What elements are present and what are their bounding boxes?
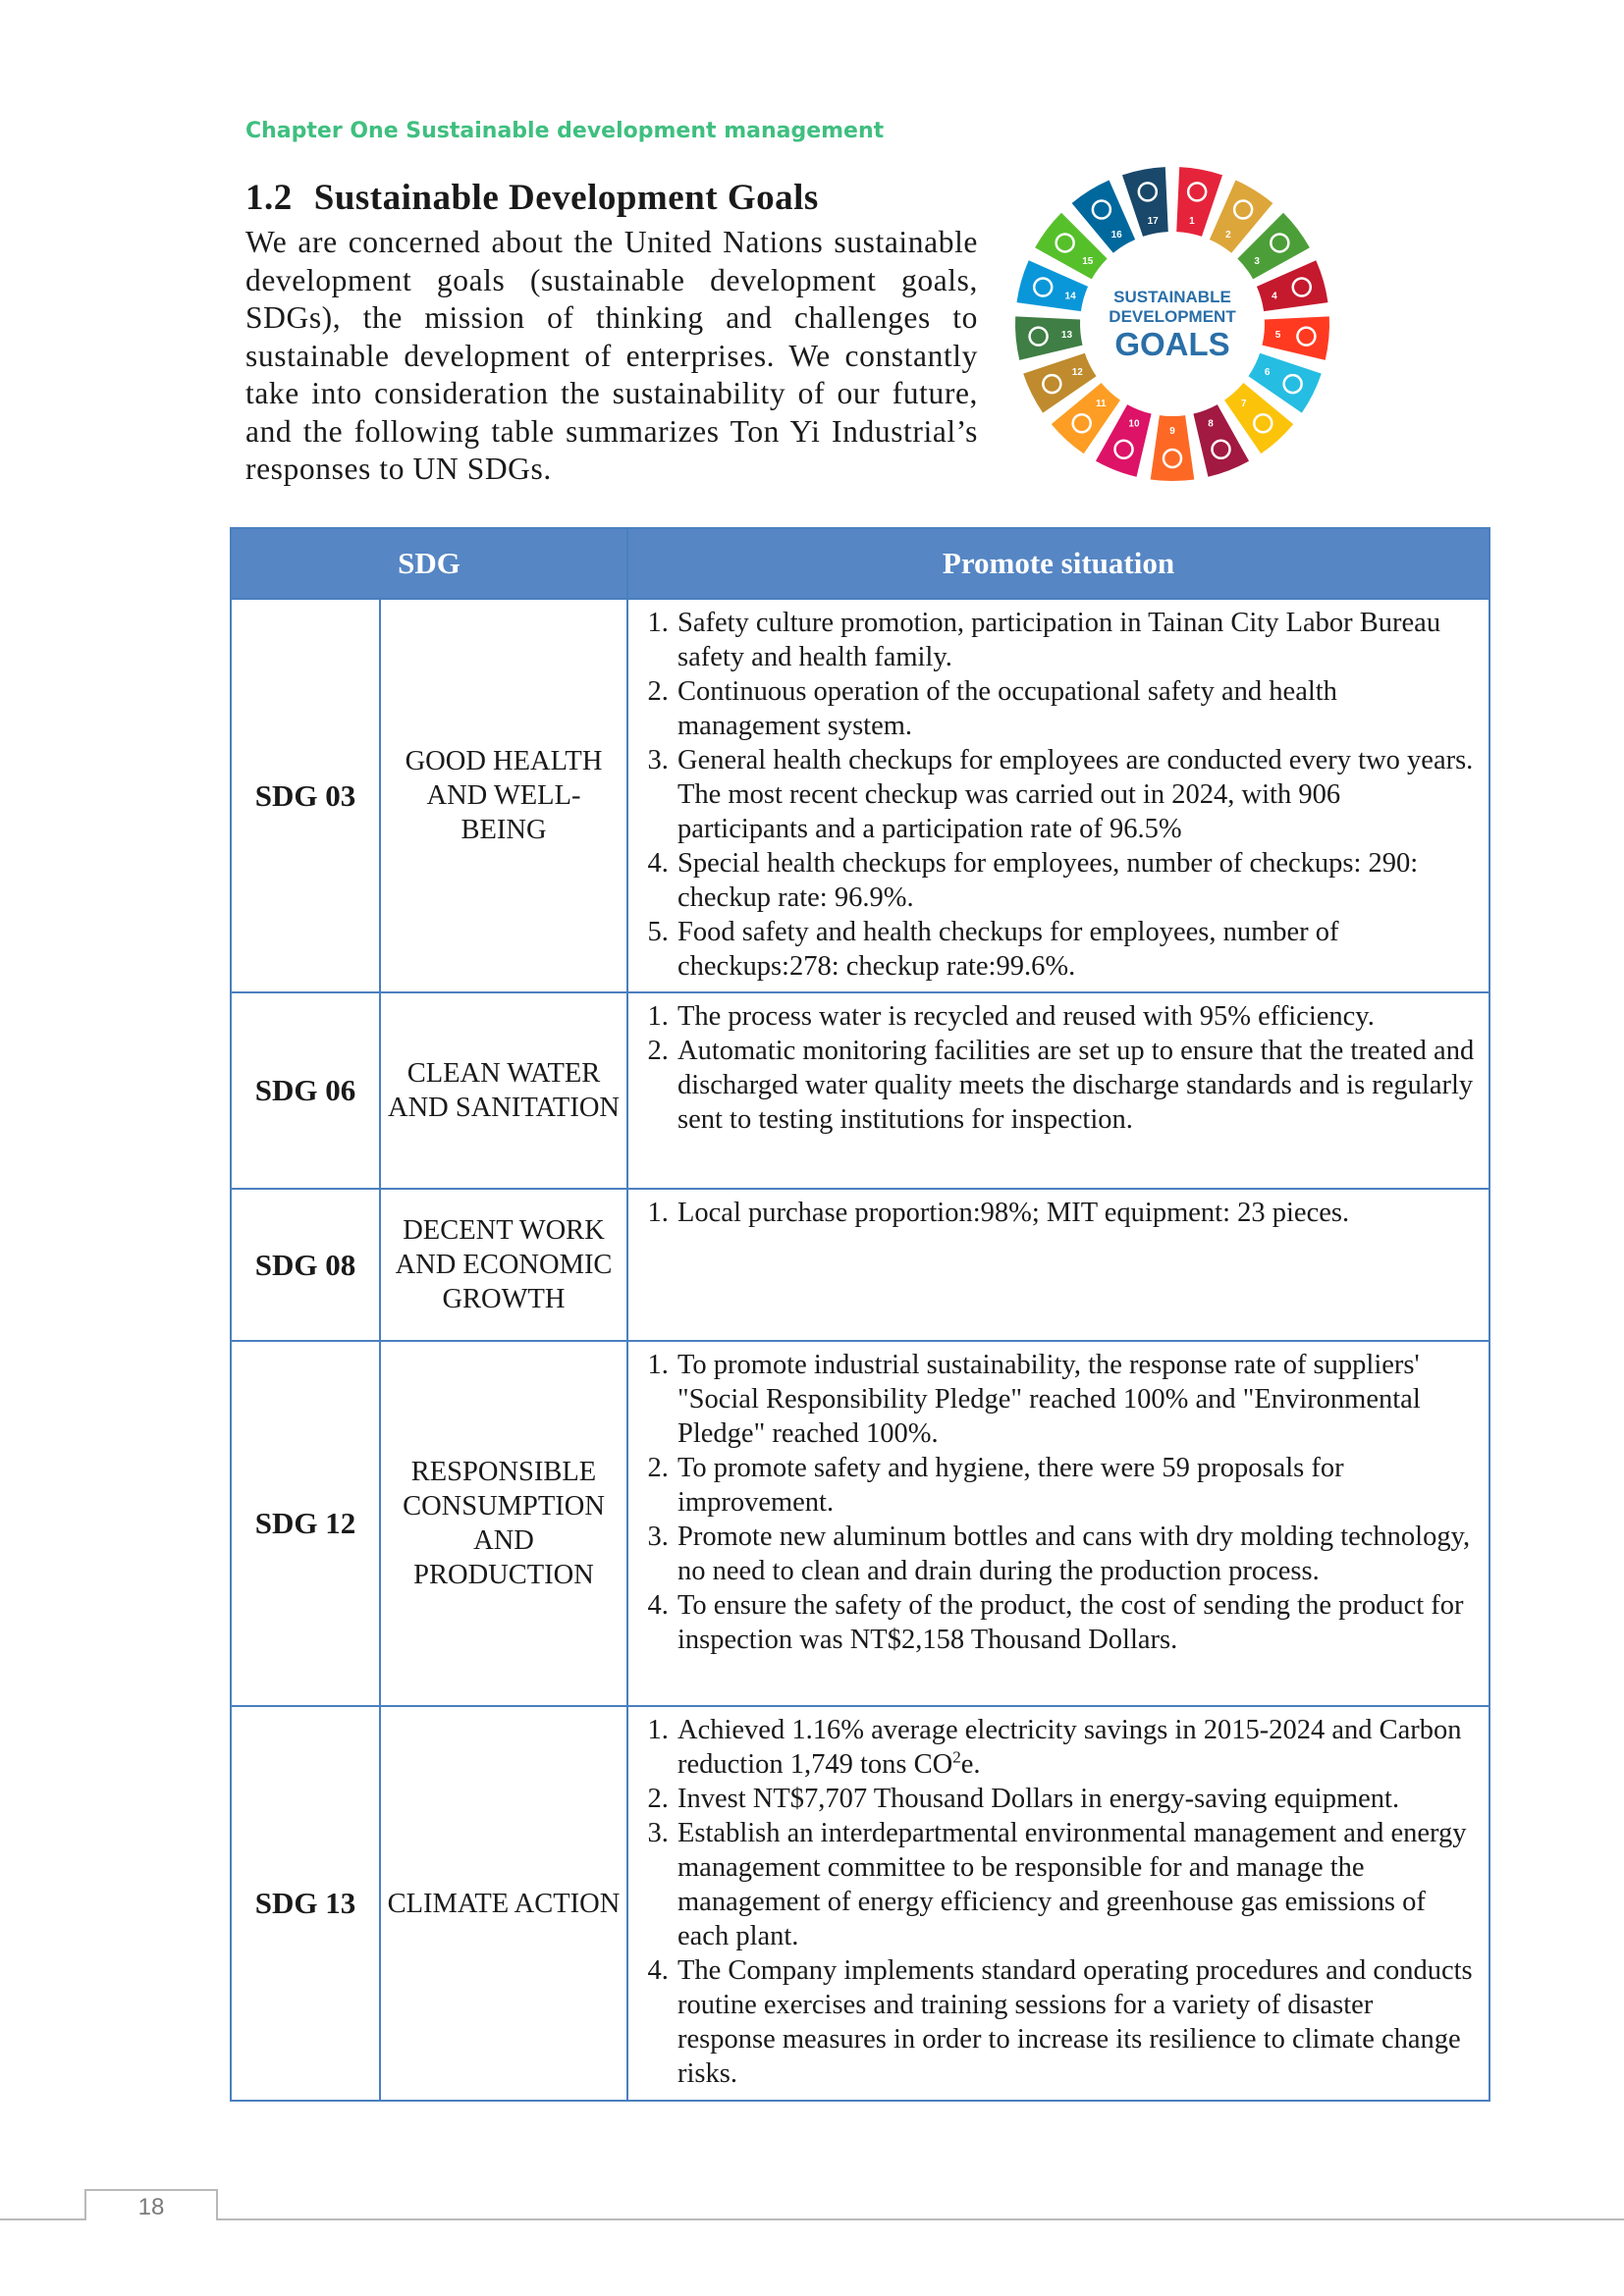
logo-text-sustainable: SUSTAINABLE [1113,288,1231,306]
sdg-goal: RESPONSIBLE CONSUMPTION AND PRODUCTION [380,1341,627,1706]
promote-list [640,606,1477,984]
promote-list [640,1348,1477,1657]
table-row-sdg-12 [231,1341,1489,1706]
promote-item: 3. General health checkups for employees are conducted every two years. The most recent checkup was carried out in 2024, with 906 participants and a participation rate of 96.5% [676,743,1477,846]
sdg-code: SDG 08 [231,1189,380,1341]
logo-text-development: DEVELOPMENT [1109,307,1236,326]
sdg-goal: CLEAN WATER AND SANITATION [380,992,627,1189]
sdg-wheel-number: 8 [1208,418,1214,430]
sdg-wheel-number: 16 [1110,230,1122,241]
sdg-wheel-segment [1015,316,1083,359]
sdg-wheel-number: 3 [1254,255,1260,267]
header-sdg: SDG [231,528,627,599]
page-number: 18 [84,2189,218,2220]
promote-cell [627,1189,1489,1341]
promote-item-text-end: e. [960,1749,981,1780]
sdg-wheel-number: 12 [1071,367,1083,379]
sdg-wheel-segment [1262,316,1329,359]
promote-item: 3. Promote new aluminum bottles and cans with dry molding technology, no need to clean and drain during the production process. [676,1520,1477,1588]
section-number: 1.2 [245,178,293,218]
sdg-code: SDG 06 [231,992,380,1189]
sdg-wheel-graphic [1013,165,1331,483]
sdg-wheel-number: 7 [1240,398,1247,409]
promote-item: 3. Establish an interdepartmental environmental management and energy management committee to be responsible for and manage the management of energy efficiency and greenhouse gas emissions of each plant. [676,1816,1477,1953]
superscript-2: 2 [952,1747,961,1767]
sdg-table [230,527,1490,2102]
sdg-wheel-number: 14 [1064,291,1076,302]
sdg-wheel-number: 15 [1082,255,1094,267]
logo-text-goals: GOALS [1114,326,1230,362]
sdg-code: SDG 03 [231,599,380,992]
sdg-wheel-number: 2 [1225,230,1231,241]
footer-rule [0,2218,1624,2220]
table-row-sdg-06 [231,992,1489,1189]
promote-item [676,1713,1477,1782]
section-title [245,177,819,219]
promote-list [640,1713,1477,2091]
promote-cell [627,599,1489,992]
sdg-goal: GOOD HEALTH AND WELL-BEING [380,599,627,992]
promote-item: 2. Continuous operation of the occupational safety and health management system. [676,674,1477,743]
header-promote-situation: Promote situation [627,528,1489,599]
promote-item: 4. The Company implements standard operating procedures and conducts routine exercises and training sessions for a variety of disaster response measures in order to increase its resilience to climate change risks. [676,1953,1477,2091]
promote-list [640,1196,1477,1230]
sdg-wheel-number: 11 [1095,398,1107,409]
promote-item: 1. Local purchase proportion:98%; MIT equipment: 23 pieces. [676,1196,1477,1230]
table-row-sdg-03 [231,599,1489,992]
promote-cell [627,1341,1489,1706]
sdg-wheel-number: 5 [1274,329,1281,341]
sdg-wheel-logo [1013,165,1331,483]
intro-paragraph: We are concerned about the United Nations sustainable development goals (sustainable development goals, SDGs), the mission of thinking and challenges to sustainable development of enterprises. We constantly take into consideration the sustainability of our future, and the following table summarizes Ton Yi Industrial’s responses to UN SDGs. [245,225,978,486]
promote-cell [627,992,1489,1189]
promote-item: 4. Special health checkups for employees, number of checkups: 290: checkup rate: 96.9%. [676,846,1477,915]
sdg-wheel-number: 6 [1264,367,1271,379]
sdg-wheel-number: 9 [1169,426,1175,437]
promote-item: 2. Invest NT$7,707 Thousand Dollars in energy-saving equipment. [676,1782,1477,1816]
sdg-code: SDG 13 [231,1706,380,2101]
promote-item: 1. To promote industrial sustainability, the response rate of suppliers' "Social Responsibility Pledge" reached 100% and "Environmental Pledge" reached 100%. [676,1348,1477,1451]
page-footer [0,2189,1624,2248]
table-row-sdg-13 [231,1706,1489,2101]
promote-item: 4. To ensure the safety of the product, the cost of sending the product for inspection was NT$2,158 Thousand Dollars. [676,1588,1477,1657]
sdg-goal: CLIMATE ACTION [380,1706,627,2101]
sdg-wheel-number: 1 [1189,215,1195,227]
table-row-sdg-08 [231,1189,1489,1341]
sdg-code: SDG 12 [231,1341,380,1706]
chapter-header: Chapter One Sustainable development management [245,119,885,143]
promote-cell [627,1706,1489,2101]
section-title-text: Sustainable Development Goals [313,178,819,218]
table-header-row [231,528,1489,599]
promote-item: 2. To promote safety and hygiene, there were 59 proposals for improvement. [676,1451,1477,1520]
promote-item: 5. Food safety and health checkups for employees, number of checkups:278: checkup rate:99.6%. [676,915,1477,984]
sdg-wheel-number: 10 [1128,418,1140,430]
promote-list [640,999,1477,1137]
promote-item: 2. Automatic monitoring facilities are set up to ensure that the treated and discharged water quality meets the discharge standards and is regularly sent to testing institutions for inspection. [676,1034,1477,1137]
sdg-wheel-number: 13 [1060,329,1073,341]
sdg-goal: DECENT WORK AND ECONOMIC GROWTH [380,1189,627,1341]
sdg-wheel-number: 4 [1272,291,1277,302]
promote-item-text: Achieved 1.16% average electricity savings in 2015-2024 and Carbon reduction 1,749 tons CO [677,1715,1462,1780]
promote-item: 1. The process water is recycled and reused with 95% efficiency. [676,999,1477,1034]
sdg-wheel-number: 17 [1147,215,1159,227]
promote-item: 1. Safety culture promotion, participation in Tainan City Labor Bureau safety and health family. [676,606,1477,674]
